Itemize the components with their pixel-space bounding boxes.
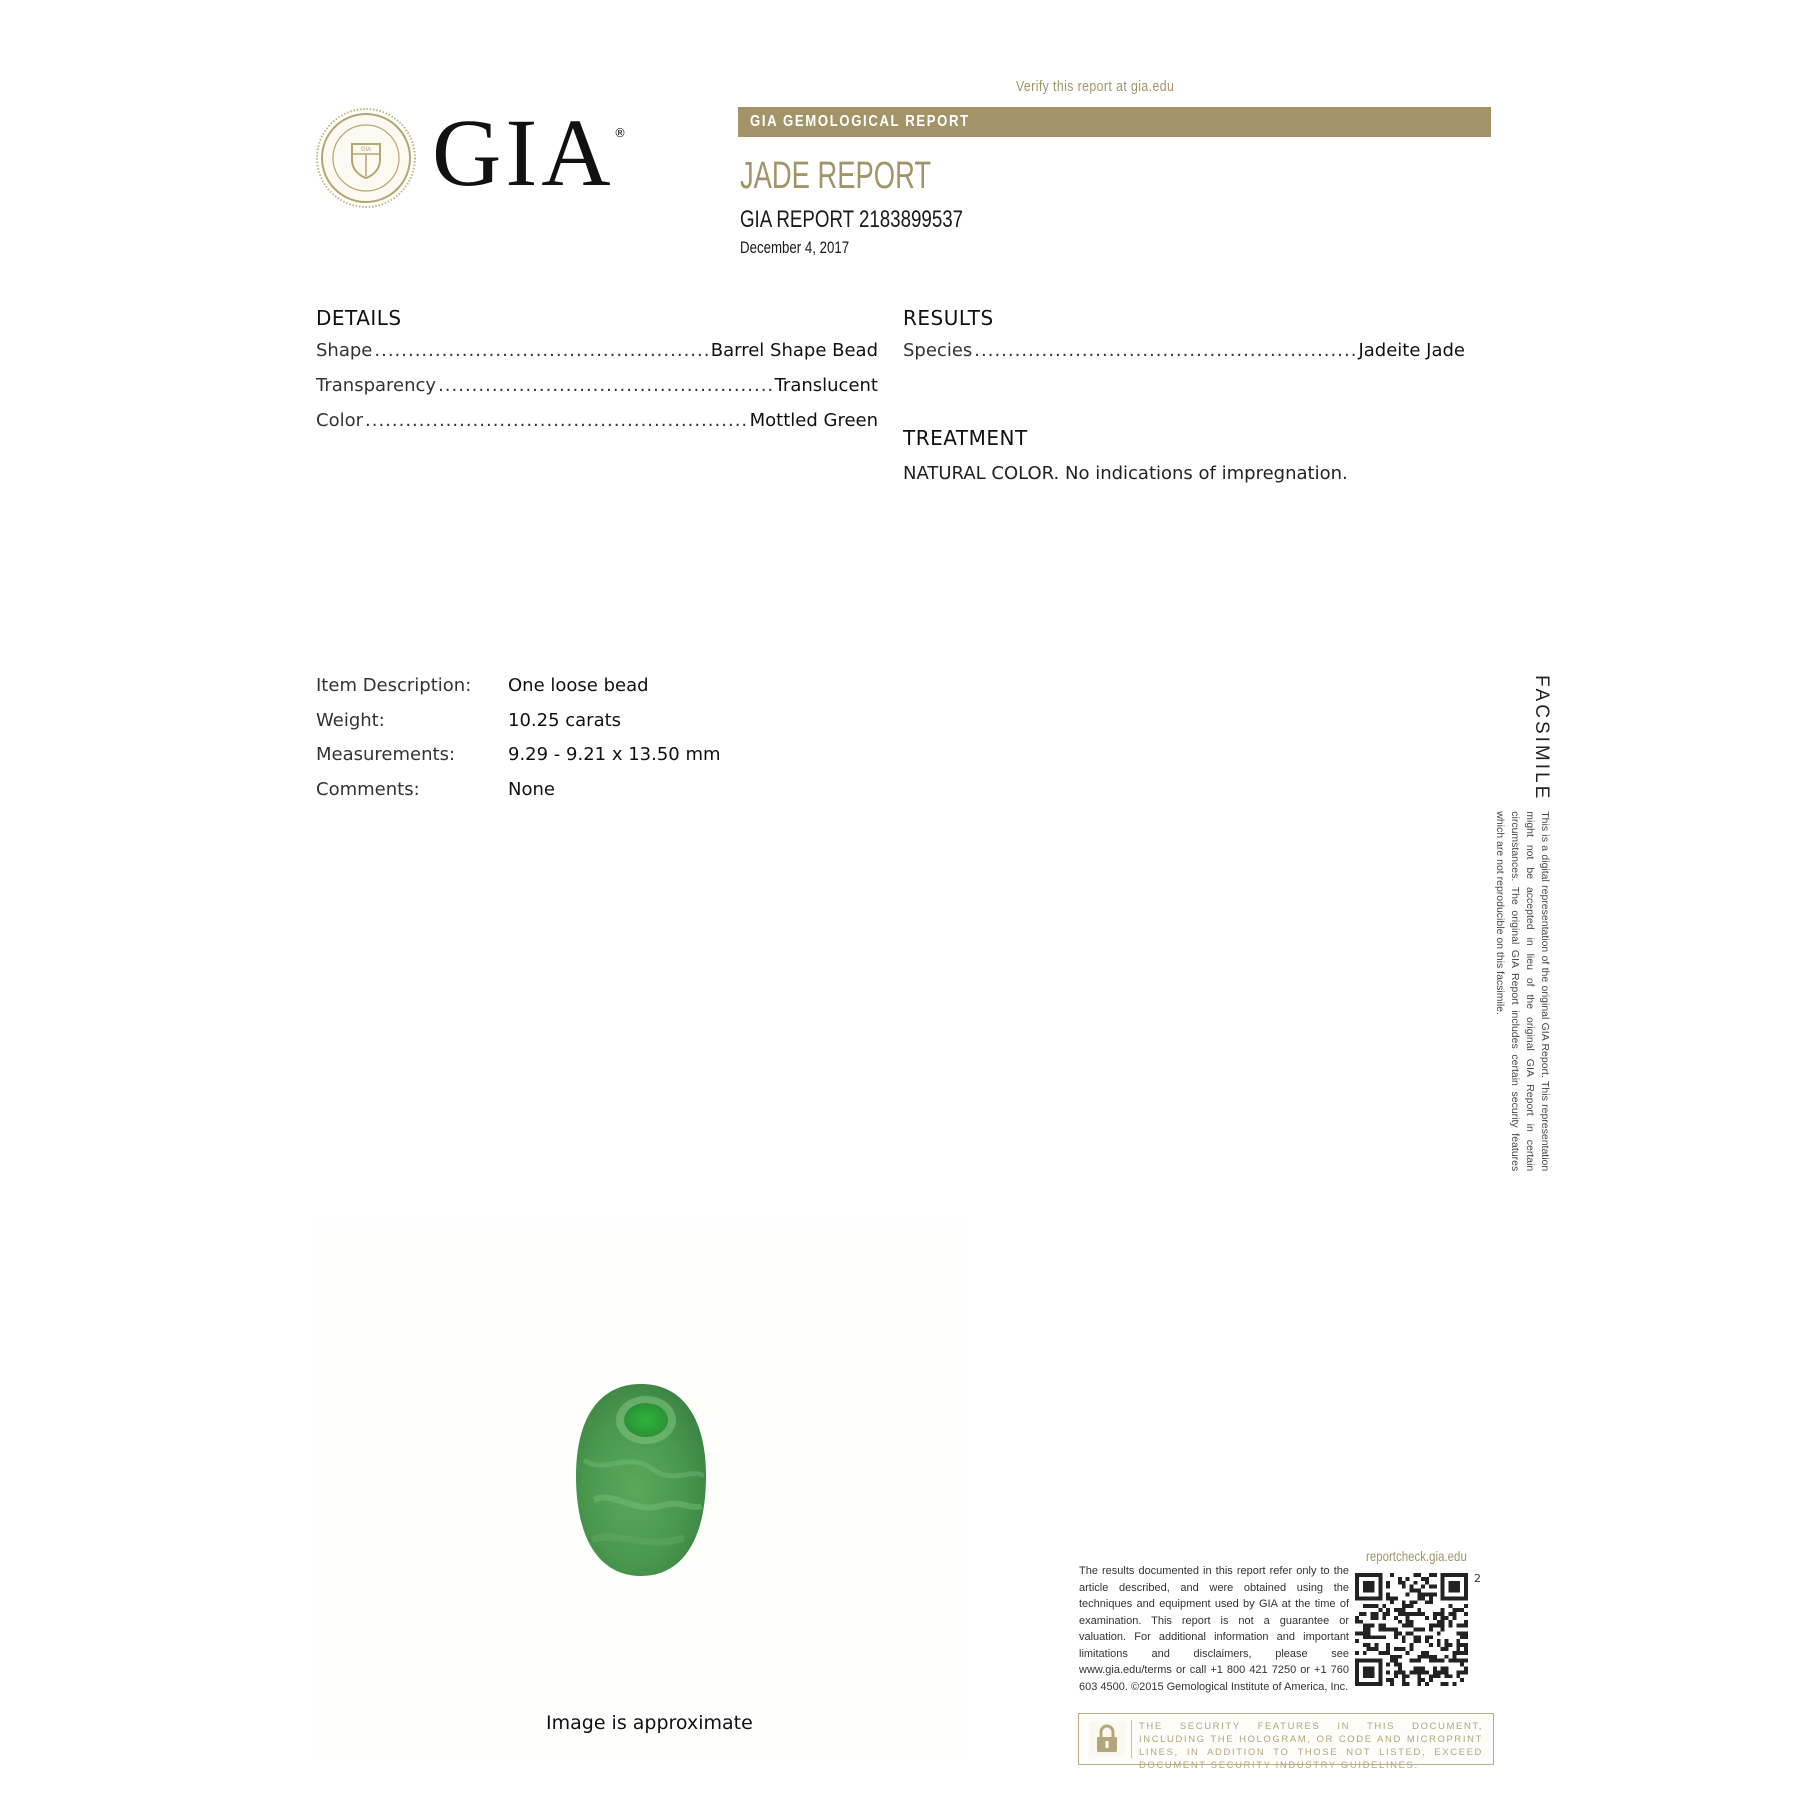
detail-label: Shape (316, 340, 373, 361)
svg-text:GIA: GIA (360, 147, 372, 153)
details-list (316, 340, 878, 445)
facsimile-title: FACSIMILE (1531, 675, 1552, 802)
info-row-weight (316, 710, 721, 745)
report-type-bar (738, 107, 1491, 137)
gia-wordmark: GIA (432, 99, 615, 206)
gia-seal-icon (316, 108, 416, 208)
info-value: None (508, 778, 555, 800)
info-label: Measurements: (316, 744, 456, 765)
info-value: 9.29 - 9.21 x 13.50 mm (508, 744, 721, 765)
leader-dots (974, 340, 1356, 361)
details-row-color (316, 410, 878, 445)
reportcheck-link[interactable]: reportcheck.gia.edu (1366, 1548, 1467, 1564)
info-label: Comments: (316, 778, 420, 800)
info-row-comments (316, 779, 721, 814)
info-row-measurements (316, 744, 721, 779)
report-type-label: GIA GEMOLOGICAL REPORT (750, 113, 970, 130)
page-number: 2 (1474, 1572, 1481, 1585)
treatment-text: NATURAL COLOR. No indications of impregnation. (903, 463, 1348, 484)
info-label: Weight: (316, 709, 385, 731)
info-row-description (316, 675, 721, 710)
security-notice (1078, 1713, 1494, 1771)
result-label: Species (903, 340, 973, 361)
detail-value: Mottled Green (749, 410, 878, 431)
info-value: 10.25 carats (508, 709, 622, 731)
detail-label: Color (316, 410, 363, 431)
details-row-transparency (316, 375, 878, 410)
results-heading: RESULTS (903, 306, 994, 330)
report-title: JADE REPORT (740, 155, 932, 197)
leader-dots (438, 375, 773, 396)
results-row-species (903, 340, 1465, 375)
detail-label: Transparency (316, 375, 437, 396)
details-row-shape (316, 340, 878, 375)
disclaimer-text: The results documented in this report refer only to the article described, and were obtained using the techniques and equipment used by GIA at the time of examination. This report is not a guarantee or valuation. For additional information and important limitations and disclaimers, please see www.gia.edu/terms or call +1 800 421 7250 or +1 760 603 4500. ©2015 Gemological Institute of America, Inc. (1079, 1565, 1349, 1693)
leader-dots (365, 410, 748, 431)
info-value: One loose bead (508, 675, 649, 696)
leader-dots (374, 340, 708, 361)
detail-value: Translucent (774, 375, 878, 396)
result-value: Jadeite Jade (1358, 340, 1465, 361)
registered-mark: ® (614, 126, 626, 140)
detail-value: Barrel Shape Bead (710, 340, 878, 361)
facsimile-text: This is a digital representation of the original GIA Report. This representation might not be accepted in lieu of the original GIA Report in certain circumstances. The original GIA Report includes certain security features which are not reproducible on this facsimile. (1494, 811, 1551, 1172)
security-divider (1131, 1720, 1132, 1758)
qr-code-icon[interactable] (1355, 1573, 1468, 1686)
lock-icon (1089, 1722, 1125, 1756)
report-date: December 4, 2017 (740, 238, 850, 257)
info-label: Item Description: (316, 675, 472, 696)
item-info (316, 675, 721, 813)
report-number: GIA REPORT 2183899537 (740, 206, 964, 233)
security-text: THE SECURITY FEATURES IN THIS DOCUMENT, INCLUDING THE HOLOGRAM, OR CODE AND MICROPRINT LINES, IN ADDITION TO THOSE NOT LISTED, EXCEED DOCUMENT SECURITY INDUSTRY GUIDELINES. (1139, 1721, 1483, 1771)
jade-bead-image (574, 1380, 708, 1580)
verify-link[interactable]: Verify this report at gia.edu (1016, 78, 1175, 95)
image-caption: Image is approximate (546, 1712, 753, 1734)
details-heading: DETAILS (316, 306, 402, 330)
treatment-heading: TREATMENT (903, 426, 1028, 450)
results-list (903, 340, 1465, 375)
facsimile-note (1494, 675, 1552, 1175)
